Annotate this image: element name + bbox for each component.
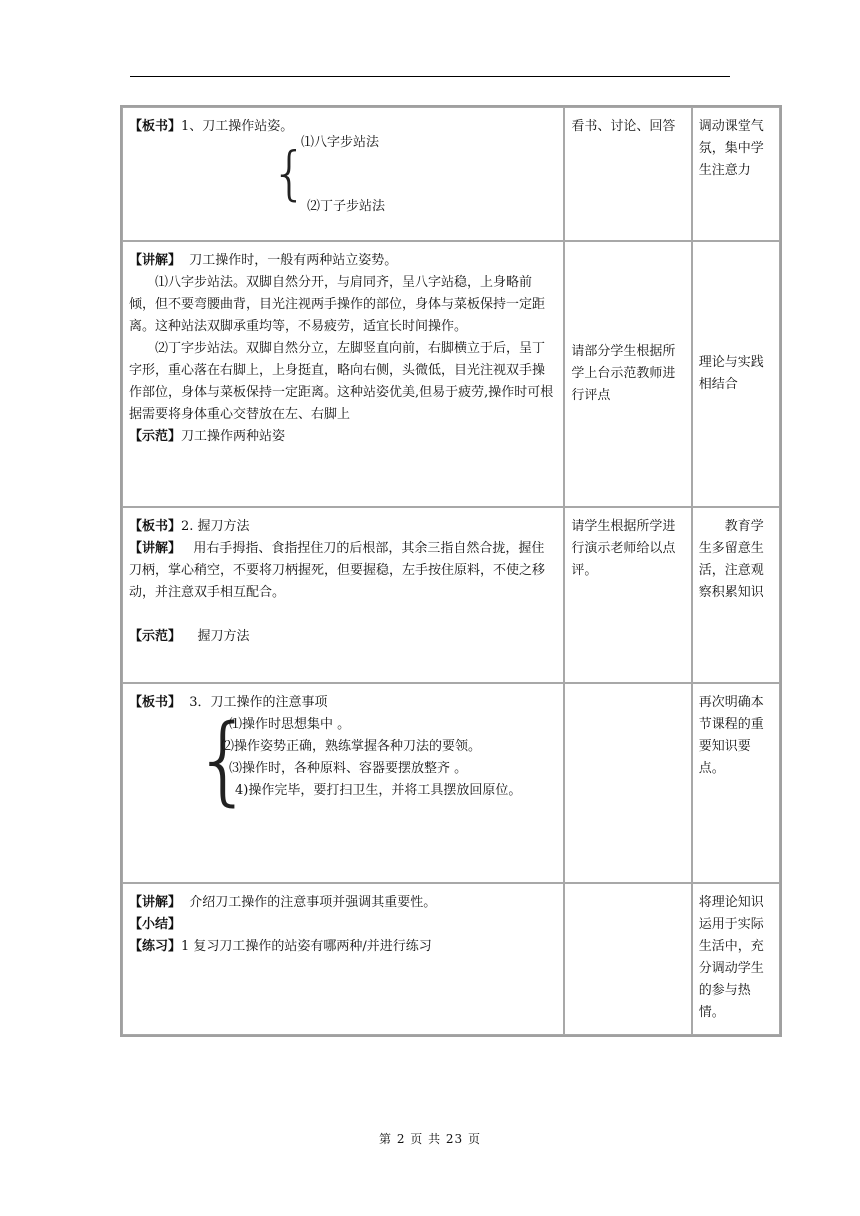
list-item: ⑶操作时，各种原料、容器要摆放整齐 。 xyxy=(229,761,468,776)
tag-shifan: 【示范】 xyxy=(129,429,182,444)
tag-banshu: 【板书】 xyxy=(129,119,182,134)
list-item: ⑵操作姿势正确，熟练掌握各种刀法的要领。 xyxy=(221,739,482,754)
demo-text: 握刀方法 xyxy=(197,629,250,644)
row-title: 1、刀工操作站姿。 xyxy=(181,119,294,134)
list-item: ⑴操作时思想集中 。 xyxy=(229,717,351,732)
tag-banshu: 【板书】 xyxy=(129,695,182,710)
tag-lianxi: 【练习】 xyxy=(129,939,182,954)
content-cell xyxy=(122,683,564,883)
student-activity-cell: 请学生根据所学进行演示老师给以点评。 xyxy=(564,507,691,683)
design-intent-cell: 调动课堂气氛，集中学生注意力 xyxy=(692,107,780,241)
demo-text: 刀工操作两种站姿 xyxy=(181,429,286,444)
tag-jiangjie: 【讲解】 xyxy=(129,253,182,268)
table-row xyxy=(122,107,780,241)
paragraph: ⑵丁字步站法。双脚自然分立，左脚竖直向前，右脚横立于后，呈丁字形，重心落在右脚上，上身挺直，略向右侧，头微低，目光注视双手操作部位，身体与菜板保持一定距离。这种站姿优美,但易于疲劳,操作时可根据需要将身体重心交替放在左、右脚上 xyxy=(129,341,554,422)
row-title: 3．刀工操作的注意事项 xyxy=(189,695,328,710)
page-footer: 第 2 页 共 23 页 xyxy=(379,1132,481,1146)
student-activity-cell: 看书、讨论、回答 xyxy=(564,107,691,241)
content-cell xyxy=(122,107,564,241)
content-cell xyxy=(122,507,564,683)
brace-icon: { xyxy=(193,704,255,816)
list-item: ⑵丁子步站法 xyxy=(307,199,386,214)
content-cell xyxy=(122,241,564,507)
student-activity-cell xyxy=(564,883,691,1035)
row-title: 2. 握刀方法 xyxy=(181,519,250,534)
design-intent-cell xyxy=(692,507,780,683)
table-row xyxy=(122,683,780,883)
content-cell xyxy=(122,883,564,1035)
paragraph: 用右手拇指、食指捏住刀的后根部，其余三指自然合拢，握住刀柄，掌心稍空，不要将刀柄握死，但要握稳，左手按住原料，不使之移动，并注意双手相互配合。 xyxy=(129,541,546,600)
lesson-plan-table xyxy=(120,105,782,1037)
list-item: ⑴八字步站法 xyxy=(301,135,380,150)
intro-text: 刀工操作时，一般有两种站立姿势。 xyxy=(189,253,398,268)
student-activity-cell xyxy=(564,683,691,883)
table-row xyxy=(122,241,780,507)
table-row xyxy=(122,507,780,683)
student-activity-cell: 请部分学生根据所学上台示范教师进行评点 xyxy=(564,241,691,507)
tag-banshu: 【板书】 xyxy=(129,519,182,534)
header-rule xyxy=(130,76,730,77)
tag-shifan: 【示范】 xyxy=(129,629,182,644)
design-intent-cell: 理论与实践相结合 xyxy=(692,241,780,507)
tag-xiaojie: 【小结】 xyxy=(129,917,182,932)
practice-text: 1 复习刀工操作的站姿有哪两种/并进行练习 xyxy=(181,939,432,954)
paragraph: ⑴八字步站法。双脚自然分开，与肩同齐，呈八字站稳，上身略前倾，但不要弯腰曲背，目光注视两手操作的部位，身体与菜板保持一定距离。这种站法双脚承重均等，不易疲劳，适宜长时间操作。 xyxy=(129,275,546,334)
brace-list xyxy=(129,704,557,816)
list-item: 4)操作完毕，要打扫卫生，并将工具摆放回原位。 xyxy=(235,783,522,798)
design-intent-cell: 再次明确本节课程的重要知识要点。 xyxy=(692,683,780,883)
paragraph: 介绍刀工操作的注意事项并强调其重要性。 xyxy=(189,895,437,910)
tag-jiangjie: 【讲解】 xyxy=(129,541,182,556)
intent-text: 教育学生多留意生活，注意观察积累知识 xyxy=(698,519,764,600)
tag-jiangjie: 【讲解】 xyxy=(129,895,182,910)
table-row xyxy=(122,883,780,1035)
brace-icon: { xyxy=(271,139,308,207)
brace-list xyxy=(129,135,557,226)
design-intent-cell: 将理论知识运用于实际生活中，充分调动学生的参与热情。 xyxy=(692,883,780,1035)
